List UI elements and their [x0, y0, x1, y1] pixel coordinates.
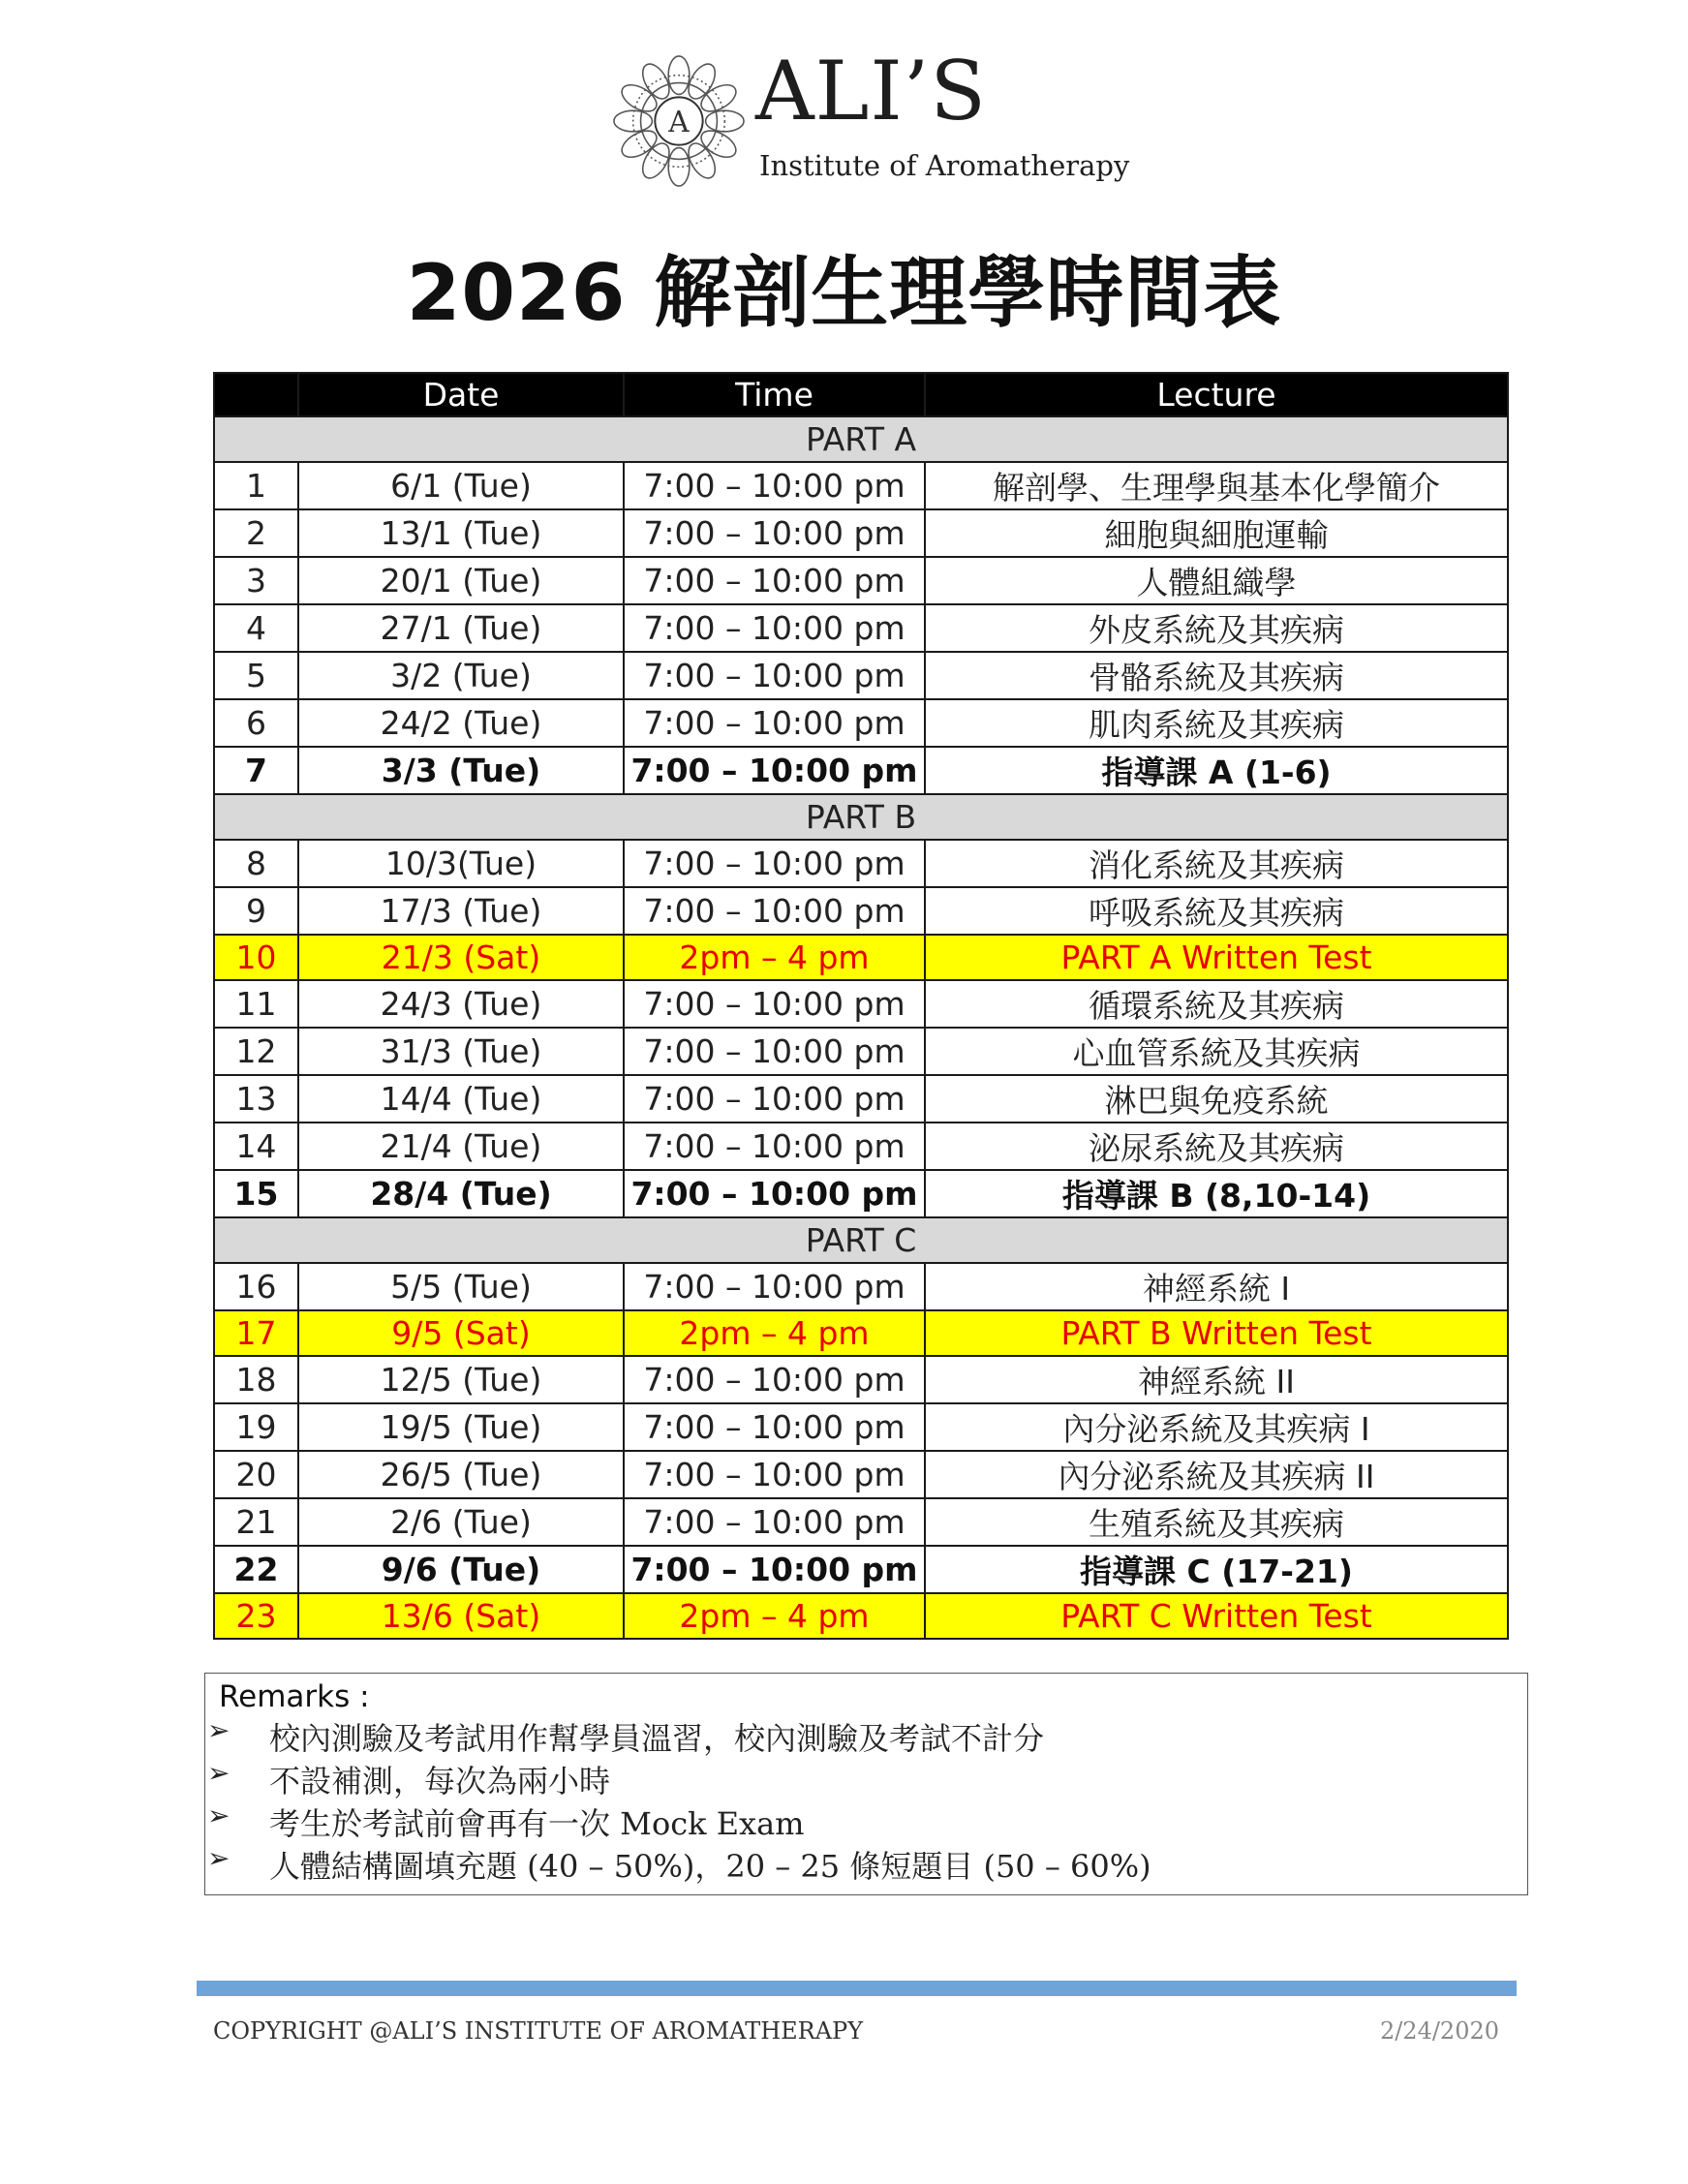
cell-time: 7:00 – 10:00 pm	[624, 840, 925, 887]
table-row	[214, 980, 1508, 1028]
column-header-date: Date	[298, 373, 624, 416]
cell-time: 7:00 – 10:00 pm	[624, 747, 925, 794]
brand-name: ALI’S	[755, 44, 987, 138]
cell-no: 18	[214, 1356, 298, 1403]
exam-row	[214, 1593, 1508, 1639]
cell-time: 7:00 – 10:00 pm	[624, 462, 925, 509]
cell-date: 6/1 (Tue)	[298, 462, 624, 509]
table-row	[214, 1498, 1508, 1546]
table-row	[214, 1451, 1508, 1498]
cell-time: 7:00 – 10:00 pm	[624, 1546, 925, 1593]
table-row	[214, 747, 1508, 794]
cell-time: 7:00 – 10:00 pm	[624, 1028, 925, 1075]
cell-lecture: 內分泌系統及其疾病 I	[925, 1403, 1508, 1451]
cell-date: 5/5 (Tue)	[298, 1263, 624, 1310]
table-row	[214, 1403, 1508, 1451]
part-header-row	[214, 416, 1508, 462]
remark-text: 校內測驗及考試用作幫學員溫習，校內測驗及考試不計分	[269, 1720, 1045, 1757]
exam-row	[214, 935, 1508, 980]
cell-no: 20	[214, 1451, 298, 1498]
cell-lecture: 外皮系統及其疾病	[925, 604, 1508, 652]
footer-date: 2/24/2020	[1379, 2017, 1499, 2045]
cell-lecture: 泌尿系統及其疾病	[925, 1123, 1508, 1170]
schedule-table	[213, 372, 1509, 1640]
cell-time: 7:00 – 10:00 pm	[624, 1170, 925, 1217]
table-row	[214, 462, 1508, 509]
column-header-no	[214, 373, 298, 416]
cell-date: 24/2 (Tue)	[298, 699, 624, 747]
cell-time: 7:00 – 10:00 pm	[624, 699, 925, 747]
cell-time: 2pm – 4 pm	[624, 1593, 925, 1639]
cell-date: 10/3(Tue)	[298, 840, 624, 887]
cell-no: 11	[214, 980, 298, 1028]
cell-time: 7:00 – 10:00 pm	[624, 980, 925, 1028]
cell-date: 24/3 (Tue)	[298, 980, 624, 1028]
cell-date: 21/4 (Tue)	[298, 1123, 624, 1170]
cell-no: 1	[214, 462, 298, 509]
logo-letter: A	[668, 105, 690, 138]
cell-time: 7:00 – 10:00 pm	[624, 604, 925, 652]
institute-logo	[612, 44, 1130, 194]
table-row	[214, 840, 1508, 887]
brand-subtitle: Institute of Aromatherapy	[759, 149, 1130, 182]
cell-time: 7:00 – 10:00 pm	[624, 1263, 925, 1310]
cell-lecture: 內分泌系統及其疾病 II	[925, 1451, 1508, 1498]
cell-no: 10	[214, 935, 298, 980]
cell-lecture: 解剖學、生理學與基本化學簡介	[925, 462, 1508, 509]
column-header-time: Time	[624, 373, 925, 416]
part-label: PART A	[214, 416, 1508, 462]
cell-lecture: 人體組織學	[925, 557, 1508, 604]
cell-time: 2pm – 4 pm	[624, 1310, 925, 1356]
cell-no: 16	[214, 1263, 298, 1310]
table-row	[214, 699, 1508, 747]
table-row	[214, 1170, 1508, 1217]
cell-no: 19	[214, 1403, 298, 1451]
table-row	[214, 652, 1508, 699]
remark-text: 人體結構圖填充題 (40 – 50%)，20 – 25 條短題目 (50 – 60%)	[269, 1848, 1151, 1885]
cell-time: 7:00 – 10:00 pm	[624, 509, 925, 557]
cell-no: 23	[214, 1593, 298, 1639]
cell-date: 9/5 (Sat)	[298, 1310, 624, 1356]
cell-no: 17	[214, 1310, 298, 1356]
cell-no: 5	[214, 652, 298, 699]
cell-time: 7:00 – 10:00 pm	[624, 1451, 925, 1498]
cell-lecture: PART A Written Test	[925, 935, 1508, 980]
footer-divider	[197, 1981, 1517, 1996]
cell-lecture: 淋巴與免疫系統	[925, 1075, 1508, 1123]
cell-date: 20/1 (Tue)	[298, 557, 624, 604]
cell-date: 14/4 (Tue)	[298, 1075, 624, 1123]
cell-lecture: 指導課 B (8,10-14)	[925, 1170, 1508, 1217]
cell-date: 12/5 (Tue)	[298, 1356, 624, 1403]
cell-date: 9/6 (Tue)	[298, 1546, 624, 1593]
cell-date: 17/3 (Tue)	[298, 887, 624, 935]
cell-date: 28/4 (Tue)	[298, 1170, 624, 1217]
cell-lecture: 神經系統 II	[925, 1356, 1508, 1403]
table-header-row	[214, 373, 1508, 416]
table-row	[214, 1028, 1508, 1075]
table-row	[214, 887, 1508, 935]
cell-time: 7:00 – 10:00 pm	[624, 1403, 925, 1451]
arrow-bullet-icon: ➢	[207, 1799, 230, 1831]
table-row	[214, 1546, 1508, 1593]
arrow-bullet-icon: ➢	[207, 1757, 230, 1789]
cell-no: 8	[214, 840, 298, 887]
cell-time: 7:00 – 10:00 pm	[624, 652, 925, 699]
schedule-body	[214, 416, 1508, 1639]
cell-time: 7:00 – 10:00 pm	[624, 887, 925, 935]
part-label: PART C	[214, 1217, 1508, 1263]
cell-lecture: 呼吸系統及其疾病	[925, 887, 1508, 935]
arrow-bullet-icon: ➢	[207, 1842, 230, 1874]
cell-lecture: 指導課 C (17-21)	[925, 1546, 1508, 1593]
remark-text: 考生於考試前會再有一次 Mock Exam	[269, 1805, 805, 1842]
cell-date: 26/5 (Tue)	[298, 1451, 624, 1498]
cell-lecture: PART C Written Test	[925, 1593, 1508, 1639]
cell-time: 7:00 – 10:00 pm	[624, 1498, 925, 1546]
cell-time: 2pm – 4 pm	[624, 935, 925, 980]
part-header-row	[214, 1217, 1508, 1263]
exam-row	[214, 1310, 1508, 1356]
table-row	[214, 1075, 1508, 1123]
part-header-row	[214, 794, 1508, 840]
arrow-bullet-icon: ➢	[207, 1714, 230, 1746]
cell-lecture: 消化系統及其疾病	[925, 840, 1508, 887]
cell-date: 2/6 (Tue)	[298, 1498, 624, 1546]
cell-no: 14	[214, 1123, 298, 1170]
cell-lecture: 神經系統 I	[925, 1263, 1508, 1310]
cell-no: 21	[214, 1498, 298, 1546]
table-row	[214, 604, 1508, 652]
cell-date: 21/3 (Sat)	[298, 935, 624, 980]
cell-date: 13/6 (Sat)	[298, 1593, 624, 1639]
cell-date: 3/3 (Tue)	[298, 747, 624, 794]
part-label: PART B	[214, 794, 1508, 840]
table-row	[214, 1356, 1508, 1403]
cell-no: 7	[214, 747, 298, 794]
remark-text: 不設補測，每次為兩小時	[269, 1763, 611, 1799]
cell-no: 12	[214, 1028, 298, 1075]
cell-no: 4	[214, 604, 298, 652]
cell-lecture: 心血管系統及其疾病	[925, 1028, 1508, 1075]
cell-no: 3	[214, 557, 298, 604]
footer-copyright: COPYRIGHT @ALI’S INSTITUTE OF AROMATHERAPY	[213, 2017, 864, 2045]
cell-date: 13/1 (Tue)	[298, 509, 624, 557]
cell-lecture: 循環系統及其疾病	[925, 980, 1508, 1028]
cell-no: 15	[214, 1170, 298, 1217]
cell-lecture: 細胞與細胞運輸	[925, 509, 1508, 557]
table-row	[214, 1123, 1508, 1170]
cell-date: 3/2 (Tue)	[298, 652, 624, 699]
cell-date: 31/3 (Tue)	[298, 1028, 624, 1075]
table-row	[214, 509, 1508, 557]
remarks-box	[204, 1673, 1528, 1895]
column-header-lecture: Lecture	[925, 373, 1508, 416]
cell-no: 13	[214, 1075, 298, 1123]
document-title: 2026 解剖生理學時間表	[406, 248, 1282, 338]
cell-lecture: PART B Written Test	[925, 1310, 1508, 1356]
cell-no: 22	[214, 1546, 298, 1593]
cell-lecture: 骨骼系統及其疾病	[925, 652, 1508, 699]
cell-lecture: 生殖系統及其疾病	[925, 1498, 1508, 1546]
cell-time: 7:00 – 10:00 pm	[624, 1075, 925, 1123]
cell-time: 7:00 – 10:00 pm	[624, 1356, 925, 1403]
cell-time: 7:00 – 10:00 pm	[624, 557, 925, 604]
cell-lecture: 指導課 A (1-6)	[925, 747, 1508, 794]
mandala-emblem-icon	[612, 54, 746, 188]
cell-time: 7:00 – 10:00 pm	[624, 1123, 925, 1170]
cell-lecture: 肌肉系統及其疾病	[925, 699, 1508, 747]
cell-no: 2	[214, 509, 298, 557]
cell-date: 27/1 (Tue)	[298, 604, 624, 652]
cell-date: 19/5 (Tue)	[298, 1403, 624, 1451]
table-row	[214, 1263, 1508, 1310]
remarks-title: Remarks :	[219, 1679, 370, 1714]
cell-no: 9	[214, 887, 298, 935]
cell-no: 6	[214, 699, 298, 747]
table-row	[214, 557, 1508, 604]
